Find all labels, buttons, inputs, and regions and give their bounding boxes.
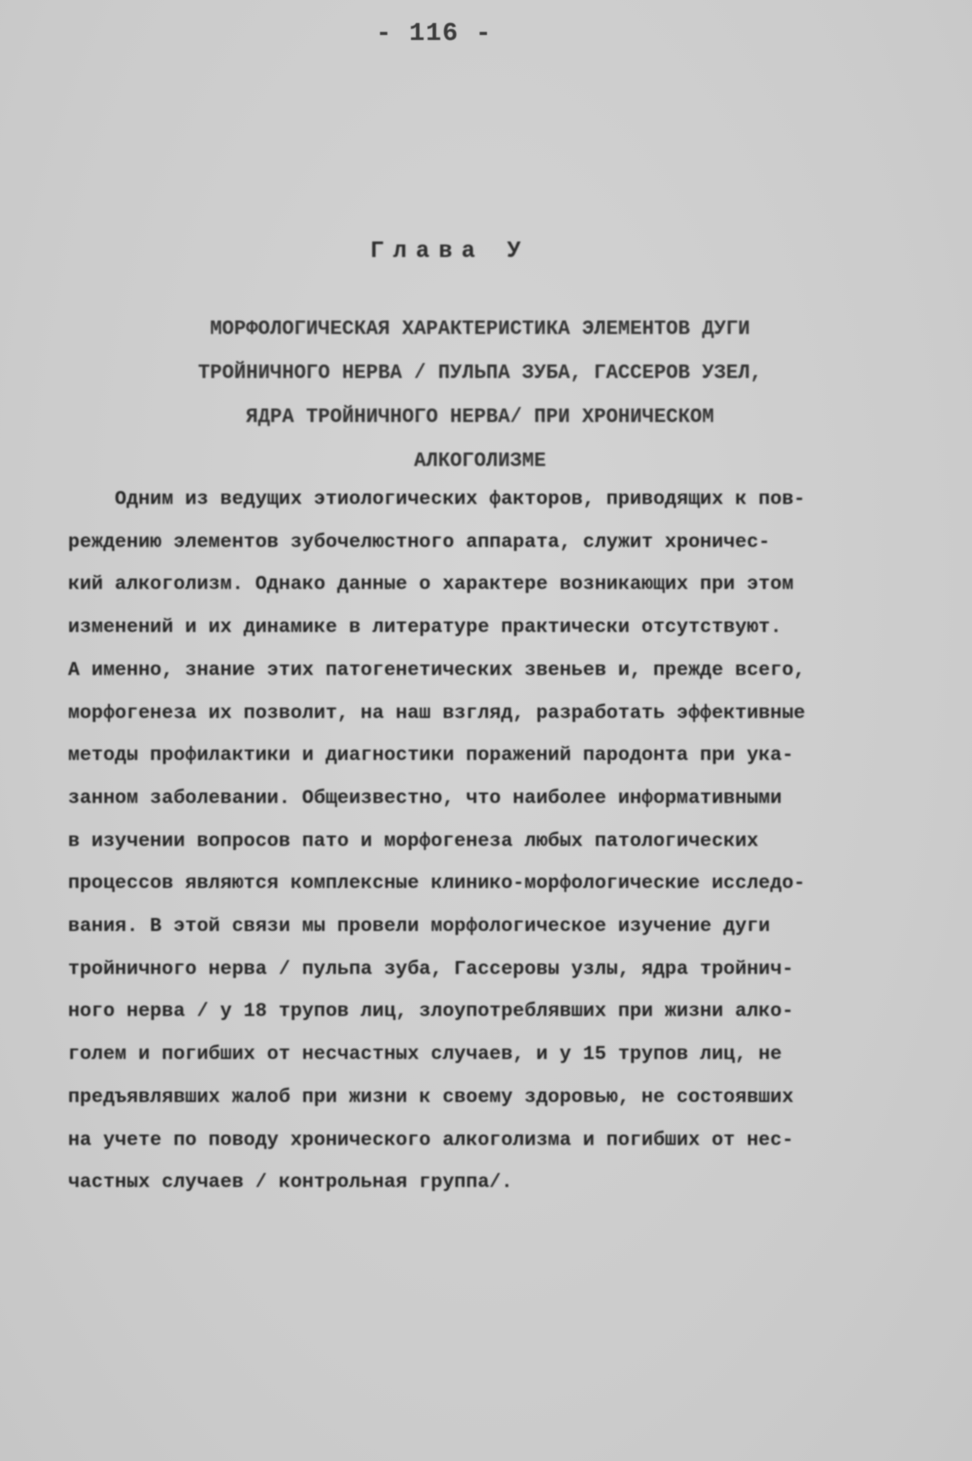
body-line: занном заболевании. Общеизвестно, что наиболее информативными (68, 786, 782, 809)
body-line: вания. В этой связи мы провели морфологическое изучение дуги (68, 915, 771, 938)
body-line: кий алкоголизм. Однако данные о характере возникающих при этом (68, 573, 794, 596)
body-line: методы профилактики и диагностики поражений пародонта при ука- (68, 744, 794, 767)
chapter-title-line: АЛКОГОЛИЗМЕ (413, 450, 547, 473)
chapter-title-line: ЯДРА ТРОЙНИЧНОГО НЕРВА/ ПРИ ХРОНИЧЕСКОМ (245, 406, 715, 429)
body-line: ного нерва / у 18 трупов лиц, злоупотреблявших при жизни алко- (68, 1000, 794, 1023)
body-line: процессов являются комплексные клинико-морфологические исследо- (68, 872, 806, 895)
body-line: морфогенеза их позволит, на наш взгляд, разработать эффективные (68, 701, 806, 724)
chapter-title (150, 308, 810, 484)
body-line: частных случаев / контрольная группа/. (68, 1171, 513, 1194)
body-line: голем и погибших от несчастных случаев, и у 15 трупов лиц, не (68, 1043, 782, 1066)
body-line: предъявлявших жалоб при жизни к своему здоровью, не состоявших (68, 1085, 794, 1108)
body-line: А именно, знание этих патогенетических звеньев и, прежде всего, (68, 658, 806, 681)
body-paragraph (68, 478, 928, 1204)
chapter-title-line: ТРОЙНИЧНОГО НЕРВА / ПУЛЬПА ЗУБА, ГАССЕРОВ УЗЕЛ, (197, 362, 763, 385)
body-line: Одним из ведущих этиологических факторов, приводящих к пов- (68, 488, 806, 510)
chapter-title-line: МОРФОЛОГИЧЕСКАЯ ХАРАКТЕРИСТИКА ЭЛЕМЕНТОВ ДУГИ (209, 318, 751, 341)
page-number: - 116 - (375, 18, 493, 48)
chapter-heading: Глава У (370, 238, 530, 264)
body-line: в изучении вопросов пато и морфогенеза любых патологических (68, 829, 759, 852)
body-line: на учете по поводу хронического алкоголизма и погибших от нес- (68, 1128, 794, 1151)
body-line: изменений и их динамике в литературе практически отсутствуют. (68, 616, 782, 639)
body-line: тройничного нерва / пульпа зуба, Гассеровы узлы, ядра тройнич- (68, 957, 794, 980)
body-line: реждению элементов зубочелюстного аппарата, служит хроничес- (68, 530, 771, 553)
